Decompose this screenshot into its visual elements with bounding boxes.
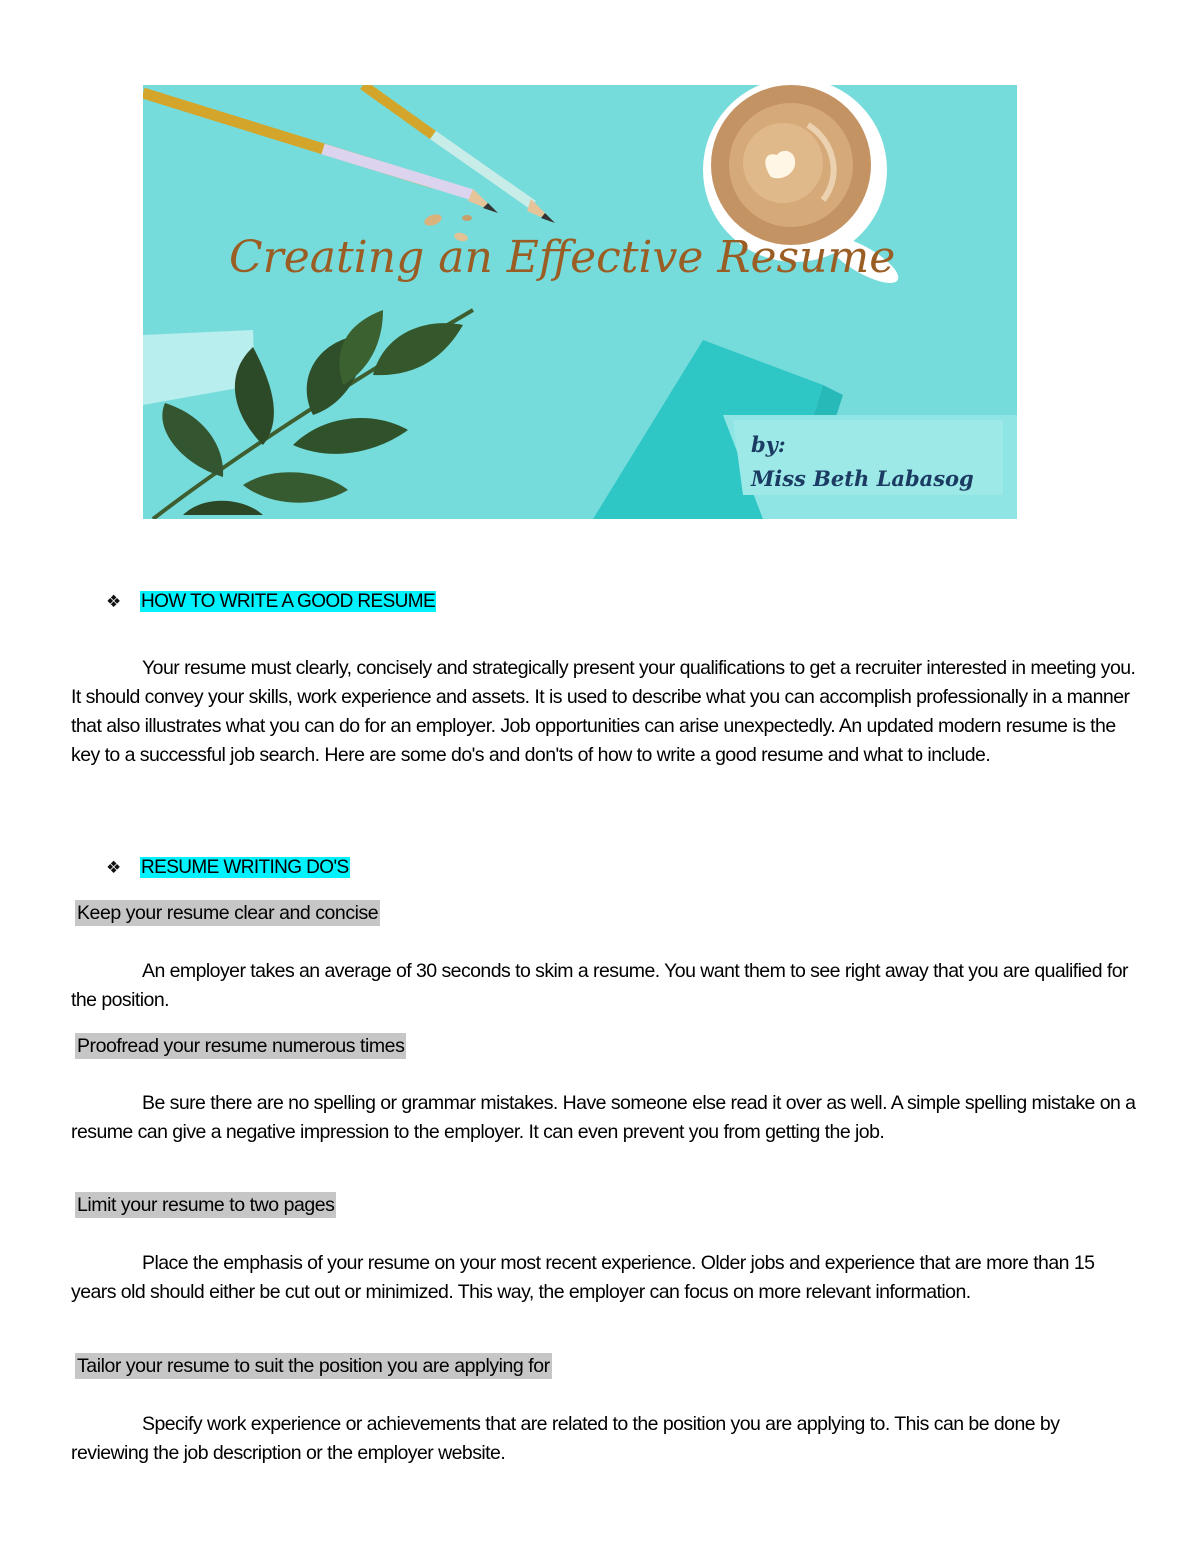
section-heading-how-to-write bbox=[106, 590, 436, 614]
banner-by-label: by: bbox=[751, 432, 786, 457]
paragraph-two-pages: Place the emphasis of your resume on your most recent experience. Older jobs and experience that are more than 15 years old should either be cut out or minimized. This way, the employer can focus on more relevant information. bbox=[71, 1252, 1095, 1303]
banner-author: Miss Beth Labasog bbox=[751, 466, 974, 491]
section-heading-text: RESUME WRITING DO'S bbox=[141, 857, 349, 878]
banner-illustration bbox=[143, 85, 1017, 519]
paragraph-clear-concise: An employer takes an average of 30 seconds to skim a resume. You want them to see right away that you are qualified for the position. bbox=[71, 960, 1128, 1011]
subheading-clear-concise: Keep your resume clear and concise bbox=[77, 902, 379, 924]
section-heading-dos bbox=[106, 856, 350, 880]
paragraph-tailor: Specify work experience or achievements that are related to the position you are applying to. This can be done by reviewing the job description or the employer website. bbox=[71, 1413, 1060, 1464]
section-heading-text: HOW TO WRITE A GOOD RESUME bbox=[141, 591, 436, 612]
banner-image bbox=[143, 85, 1017, 519]
subheading-proofread: Proofread your resume numerous times bbox=[77, 1035, 405, 1057]
paragraph-proofread: Be sure there are no spelling or grammar mistakes. Have someone else read it over as well. A simple spelling mistake on a resume can give a negative impression to the employer. It can even prevent you from getting the job. bbox=[71, 1092, 1136, 1143]
diamond-bullet-icon: ❖ bbox=[106, 858, 121, 878]
banner-title: Creating an Effective Resume bbox=[229, 232, 896, 283]
subheading-two-pages: Limit your resume to two pages bbox=[77, 1194, 335, 1216]
diamond-bullet-icon: ❖ bbox=[106, 592, 121, 612]
subheading-tailor: Tailor your resume to suit the position you are applying for bbox=[77, 1355, 550, 1377]
intro-paragraph: Your resume must clearly, concisely and strategically present your qualifications to get a recruiter interested in meeting you. It should convey your skills, work experience and assets. It is used to describe what you can accomplish professionally in a manner that also illustrates what you can do for an employer. Job opportunities can arise unexpectedly. An updated modern resume is the key to a successful job search. Here are some do's and don'ts of how to write a good resume and what to include. bbox=[71, 657, 1136, 766]
